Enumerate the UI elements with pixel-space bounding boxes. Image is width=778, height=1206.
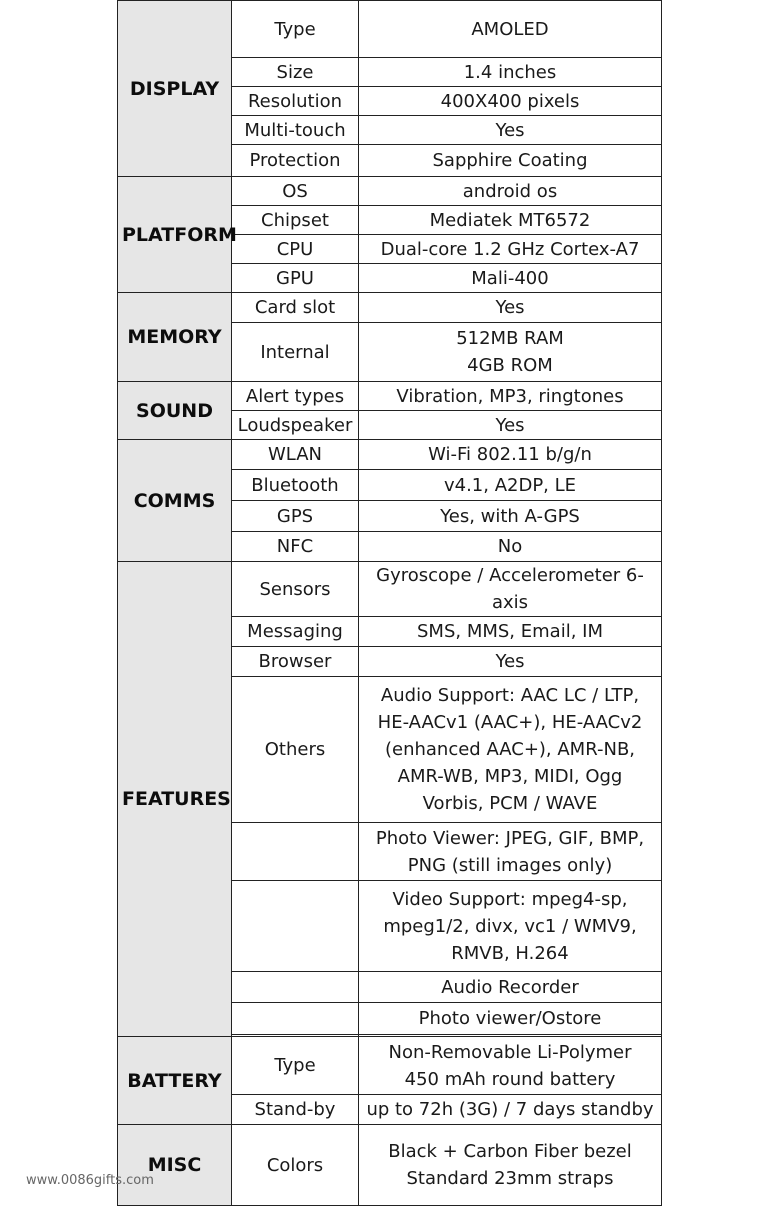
spec-value-line: Audio Support: AAC LC / LTP, [380, 685, 640, 706]
table-row [118, 177, 662, 206]
spec-label: Type [232, 1, 359, 58]
spec-value: android os [359, 177, 662, 206]
table-row [118, 562, 662, 617]
spec-label: NFC [232, 532, 359, 562]
spec-value: Yes [359, 293, 662, 323]
spec-label: Resolution [232, 87, 359, 116]
spec-value: Audio Recorder [359, 972, 662, 1003]
spec-label: WLAN [232, 440, 359, 470]
spec-label: OS [232, 177, 359, 206]
spec-value: Sapphire Coating [359, 145, 662, 177]
category-misc: MISC [118, 1125, 232, 1206]
spec-value: SMS, MMS, Email, IM [359, 617, 662, 647]
spec-value-line: 4GB ROM [467, 355, 553, 376]
spec-value-line: Non-Removable Li-Polymer [388, 1041, 632, 1063]
table-row [118, 1, 662, 58]
spec-label: Type [232, 1037, 359, 1095]
category-features: FEATURES [118, 562, 232, 1037]
spec-value: Mediatek MT6572 [359, 206, 662, 235]
category-comms: COMMS [118, 440, 232, 562]
spec-value-line: HE-AACv1 (AAC+), HE-AACv2 [377, 712, 643, 733]
spec-label: Messaging [232, 617, 359, 647]
spec-value-line: Standard 23mm straps [406, 1168, 614, 1189]
spec-value-line: Video Support: mpeg4-sp, [392, 888, 628, 910]
spec-value: Gyroscope / Accelerometer 6-axis [359, 562, 662, 617]
spec-label: Sensors [232, 562, 359, 617]
category-platform: PLATFORM [118, 177, 232, 293]
spec-label: Size [232, 58, 359, 87]
category-memory: MEMORY [118, 293, 232, 382]
spec-value-line: Vorbis, PCM / WAVE [422, 793, 598, 814]
spec-label: Internal [232, 323, 359, 382]
spec-value [359, 1037, 662, 1095]
spec-value: AMOLED [359, 1, 662, 58]
spec-value-line: (enhanced AAC+), AMR-NB, [384, 739, 636, 760]
spec-label: Alert types [232, 382, 359, 411]
spec-value-line: Black + Carbon Fiber bezel [388, 1141, 632, 1162]
spec-value-audio-support [359, 677, 662, 823]
spec-value-line: mpeg1/2, divx, vc1 / WMV9, [383, 915, 637, 937]
spec-value: v4.1, A2DP, LE [359, 470, 662, 501]
spec-value: No [359, 532, 662, 562]
spec-label: Stand-by [232, 1095, 359, 1125]
spec-table [117, 0, 662, 1206]
website-watermark: www.0086gifts.com [26, 1173, 154, 1188]
spec-label: Others [232, 677, 359, 823]
empty-cell [232, 881, 359, 972]
spec-value-line: Photo Viewer: JPEG, GIF, BMP, [375, 827, 645, 849]
spec-value: Yes, with A-GPS [359, 501, 662, 532]
empty-cell [232, 823, 359, 881]
spec-label: Bluetooth [232, 470, 359, 501]
spec-value [359, 1125, 662, 1206]
spec-label: Colors [232, 1125, 359, 1206]
spec-label: Loudspeaker [232, 411, 359, 440]
table-row [118, 1125, 662, 1206]
spec-value: Wi-Fi 802.11 b/g/n [359, 440, 662, 470]
spec-value: up to 72h (3G) / 7 days standby [359, 1095, 662, 1125]
spec-value-video-support [359, 881, 662, 972]
spec-value-line: 512MB RAM [456, 328, 564, 349]
category-display: DISPLAY [118, 1, 232, 177]
empty-cell [232, 972, 359, 1003]
table-row [118, 440, 662, 470]
spec-label: Chipset [232, 206, 359, 235]
empty-cell [232, 1003, 359, 1035]
spec-value: Yes [359, 647, 662, 677]
spec-value-photo-viewer [359, 823, 662, 881]
table-row [118, 1037, 662, 1095]
spec-label: Multi-touch [232, 116, 359, 145]
spec-label: CPU [232, 235, 359, 264]
spec-value: Vibration, MP3, ringtones [359, 382, 662, 411]
spec-label: Browser [232, 647, 359, 677]
category-sound: SOUND [118, 382, 232, 440]
spec-value: 400X400 pixels [359, 87, 662, 116]
table-row [118, 293, 662, 323]
spec-value: Mali-400 [359, 264, 662, 293]
spec-value-line: AMR-WB, MP3, MIDI, Ogg [397, 766, 623, 787]
spec-value: Yes [359, 411, 662, 440]
spec-value: Photo viewer/Ostore [359, 1003, 662, 1035]
spec-label: Card slot [232, 293, 359, 323]
spec-label: Protection [232, 145, 359, 177]
spec-value-line: PNG (still images only) [407, 854, 613, 876]
spec-value: Dual-core 1.2 GHz Cortex-A7 [359, 235, 662, 264]
spec-label: GPS [232, 501, 359, 532]
spec-value [359, 323, 662, 382]
table-row [118, 382, 662, 411]
spec-value-line: 450 mAh round battery [404, 1068, 616, 1090]
spec-value: Yes [359, 116, 662, 145]
spec-label: GPU [232, 264, 359, 293]
spec-value: 1.4 inches [359, 58, 662, 87]
category-battery: BATTERY [118, 1037, 232, 1125]
spec-value-line: RMVB, H.264 [451, 942, 569, 964]
